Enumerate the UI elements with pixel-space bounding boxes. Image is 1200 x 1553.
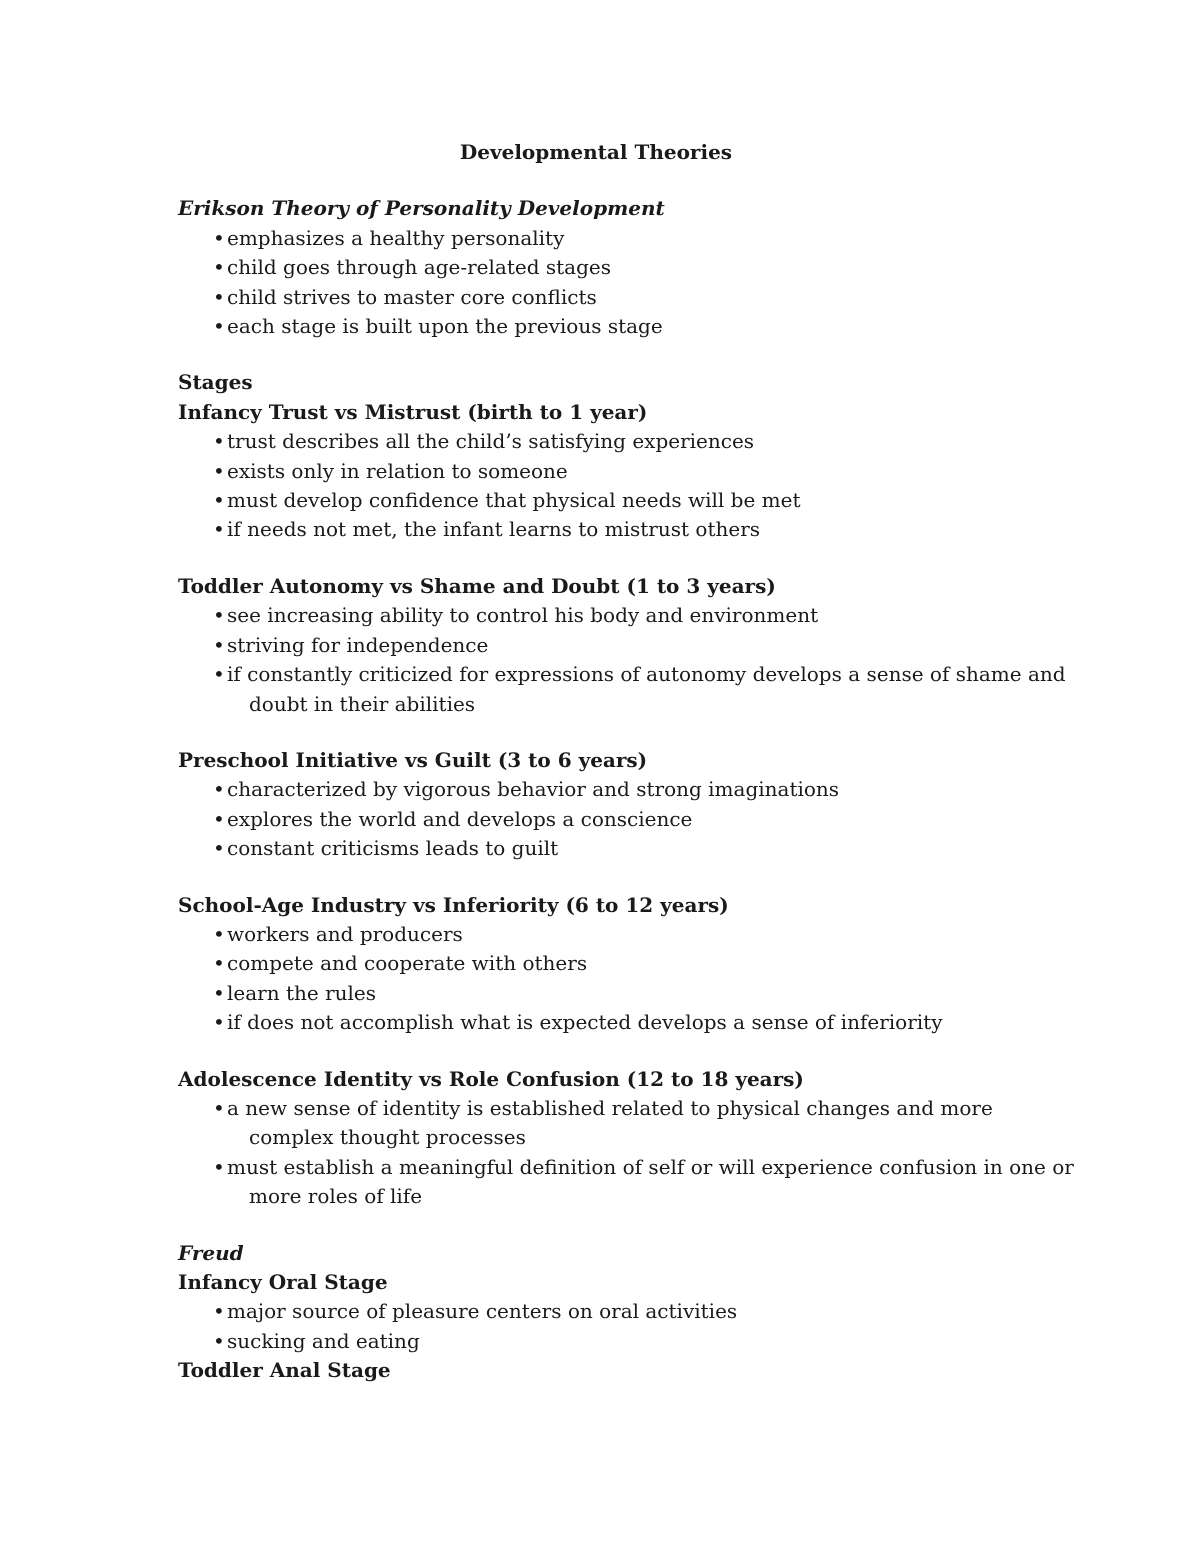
bullet-glyph: • [213,429,225,454]
erikson-bullet-list [178,224,1078,342]
list-item: • major source of pleasure centers on oral activities [213,1297,1078,1326]
list-item: • child strives to master core conflicts [213,283,1078,312]
bullet-glyph: • [213,488,225,513]
list-item: • trust describes all the child’s satisfying experiences [213,427,1078,456]
list-item: • striving for independence [213,631,1078,660]
bullet-glyph: • [213,603,225,628]
list-item: • if constantly criticized for expressions of autonomy develops a sense of shame and doubt in their abilities [213,662,1066,716]
document-page [178,138,1078,1386]
list-item: • a new sense of identity is established related to physical changes and more complex thought processes [213,1095,993,1150]
bullet-glyph: • [213,1010,225,1035]
list-item: • learn the rules [213,979,1078,1008]
bullet-glyph: • [213,1299,225,1324]
list-item: • must establish a meaningful definition of self or will experience confusion in one or more roles of life [213,1154,1074,1209]
infancy-bullet-list [178,427,1078,545]
bullet-glyph: • [213,284,225,309]
list-item: • characterized by vigorous behavior and strong imaginations [213,775,1078,804]
infancy-stage-heading: Infancy Trust vs Mistrust (birth to 1 year) [178,399,648,424]
bullet-glyph: • [213,806,225,831]
bullet-glyph: • [213,225,225,250]
preschool-bullet-list [178,775,1078,863]
toddler-bullet-list [178,601,1078,719]
school-age-stage-heading: School-Age Industry vs Inferiority (6 to 12 years) [178,892,729,917]
freud-toddler-heading: Toddler Anal Stage [178,1358,391,1383]
freud-infancy-bullet-list [178,1297,1078,1356]
list-item: • child goes through age-related stages [213,253,1078,282]
school-age-bullet-list [178,920,1078,1038]
adolescence-bullet-list [178,1094,1078,1212]
toddler-stage-heading: Toddler Autonomy vs Shame and Doubt (1 to 3 years) [178,573,776,598]
list-item: • explores the world and develops a conscience [213,805,1078,834]
bullet-glyph: • [213,255,225,280]
list-item: • see increasing ability to control his body and environment [213,601,1078,630]
stages-heading: Stages [178,370,253,395]
bullet-glyph: • [213,632,225,657]
bullet-glyph: • [213,1095,225,1120]
bullet-glyph: • [213,777,225,802]
list-item: • if needs not met, the infant learns to mistrust others [213,515,1078,544]
preschool-stage-heading: Preschool Initiative vs Guilt (3 to 6 years) [178,747,648,772]
list-item: • if does not accomplish what is expected develops a sense of inferiority [213,1008,1078,1037]
document-title: Developmental Theories [459,140,733,164]
bullet-glyph: • [213,517,225,542]
list-item: • sucking and eating [213,1327,1078,1356]
erikson-heading: Erikson Theory of Personality Development [178,196,665,221]
freud-heading: Freud [178,1240,244,1265]
adolescence-stage-heading: Adolescence Identity vs Role Confusion (12 to 18 years) [178,1066,804,1091]
list-item: • emphasizes a healthy personality [213,224,1078,253]
bullet-glyph: • [213,1328,225,1353]
bullet-glyph: • [213,662,225,687]
bullet-glyph: • [213,921,225,946]
bullet-glyph: • [213,836,225,861]
bullet-glyph: • [213,980,225,1005]
bullet-glyph: • [213,951,225,976]
list-item: • compete and cooperate with others [213,949,1078,978]
freud-infancy-heading: Infancy Oral Stage [178,1270,388,1294]
list-item: • workers and producers [213,920,1078,949]
bullet-glyph: • [213,314,225,339]
list-item: • constant criticisms leads to guilt [213,834,1078,863]
list-item: • each stage is built upon the previous stage [213,312,1078,341]
bullet-glyph: • [213,1154,225,1179]
bullet-glyph: • [213,458,225,483]
list-item: • exists only in relation to someone [213,457,1078,486]
list-item: • must develop confidence that physical needs will be met [213,486,1078,515]
